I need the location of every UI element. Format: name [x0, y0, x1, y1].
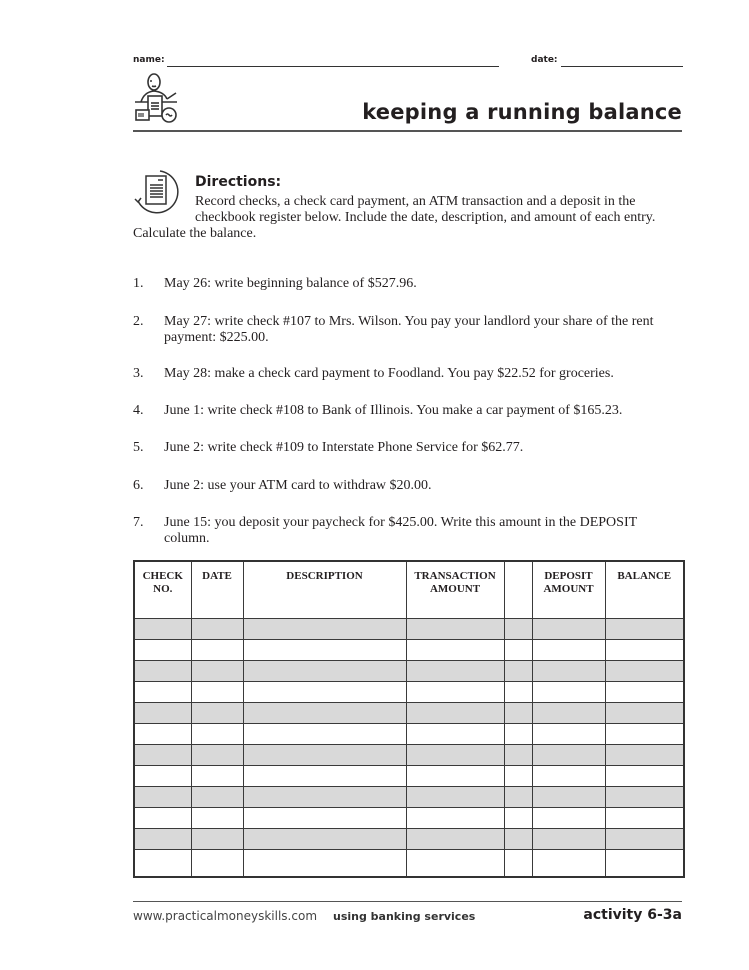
- cell-date[interactable]: [191, 829, 243, 850]
- cell-transaction-amount[interactable]: [406, 766, 504, 787]
- cell-date[interactable]: [191, 661, 243, 682]
- cell-description[interactable]: [243, 829, 406, 850]
- cell-balance[interactable]: [605, 640, 684, 661]
- column-header-deposit-amount: DEPOSIT AMOUNT: [532, 561, 605, 619]
- name-label: name:: [133, 55, 165, 65]
- cell-balance[interactable]: [605, 787, 684, 808]
- cell-deposit-amount[interactable]: [532, 661, 605, 682]
- cell-check-no[interactable]: [134, 640, 191, 661]
- cell-date[interactable]: [191, 766, 243, 787]
- date-field[interactable]: [561, 66, 683, 67]
- cell-balance[interactable]: [605, 724, 684, 745]
- table-row: [134, 724, 684, 745]
- cell-date[interactable]: [191, 787, 243, 808]
- cell-blank[interactable]: [504, 703, 532, 724]
- column-header-date: DATE: [191, 561, 243, 619]
- instruction-text: June 2: use your ATM card to withdraw $20.00.: [164, 478, 432, 493]
- register-body: [134, 619, 684, 878]
- cell-deposit-amount[interactable]: [532, 724, 605, 745]
- cell-deposit-amount[interactable]: [532, 745, 605, 766]
- cell-check-no[interactable]: [134, 661, 191, 682]
- directions-heading: Directions:: [195, 174, 282, 190]
- cell-transaction-amount[interactable]: [406, 619, 504, 640]
- cell-transaction-amount[interactable]: [406, 682, 504, 703]
- cell-deposit-amount[interactable]: [532, 640, 605, 661]
- cell-transaction-amount[interactable]: [406, 850, 504, 878]
- footer-divider: [133, 901, 682, 902]
- instruction-number: 1.: [133, 276, 144, 291]
- cell-blank[interactable]: [504, 850, 532, 878]
- cell-check-no[interactable]: [134, 850, 191, 878]
- person-at-desk-icon: [133, 72, 189, 124]
- cell-check-no[interactable]: [134, 808, 191, 829]
- cell-transaction-amount[interactable]: [406, 808, 504, 829]
- cell-blank[interactable]: [504, 682, 532, 703]
- cell-deposit-amount[interactable]: [532, 766, 605, 787]
- cell-date[interactable]: [191, 808, 243, 829]
- table-row: [134, 661, 684, 682]
- cell-check-no[interactable]: [134, 619, 191, 640]
- cell-check-no[interactable]: [134, 682, 191, 703]
- cell-date[interactable]: [191, 619, 243, 640]
- cell-description[interactable]: [243, 619, 406, 640]
- instruction-number: 5.: [133, 440, 144, 455]
- instruction-text: June 15: you deposit your paycheck for $425.00. Write this amount in the DEPOSIT column.: [164, 515, 637, 546]
- cell-blank[interactable]: [504, 640, 532, 661]
- cell-transaction-amount[interactable]: [406, 703, 504, 724]
- column-header-check-no: CHECK NO.: [134, 561, 191, 619]
- directions-line-1: Record checks, a check card payment, an ATM transaction and a deposit in the: [195, 194, 636, 209]
- cell-date[interactable]: [191, 724, 243, 745]
- cell-date[interactable]: [191, 640, 243, 661]
- table-row: [134, 850, 684, 878]
- column-header-transaction-amount: TRANSACTION AMOUNT: [406, 561, 504, 619]
- cell-deposit-amount[interactable]: [532, 619, 605, 640]
- checkbook-register: [133, 560, 685, 878]
- cell-blank[interactable]: [504, 829, 532, 850]
- cell-blank[interactable]: [504, 787, 532, 808]
- cell-description[interactable]: [243, 787, 406, 808]
- cell-blank[interactable]: [504, 808, 532, 829]
- cell-description[interactable]: [243, 682, 406, 703]
- cell-description[interactable]: [243, 850, 406, 878]
- instruction-number: 4.: [133, 403, 144, 418]
- cell-deposit-amount[interactable]: [532, 808, 605, 829]
- cell-transaction-amount[interactable]: [406, 745, 504, 766]
- footer-url[interactable]: www.practicalmoneyskills.com: [133, 909, 318, 923]
- cell-date[interactable]: [191, 850, 243, 878]
- cell-balance[interactable]: [605, 766, 684, 787]
- page-title: keeping a running balance: [362, 100, 682, 124]
- instruction-text: May 28: make a check card payment to Foodland. You pay $22.52 for groceries.: [164, 366, 614, 381]
- cell-check-no[interactable]: [134, 787, 191, 808]
- cell-balance[interactable]: [605, 745, 684, 766]
- cell-check-no[interactable]: [134, 703, 191, 724]
- table-row: [134, 787, 684, 808]
- instruction-text: June 2: write check #109 to Interstate Phone Service for $62.77.: [164, 440, 524, 455]
- cell-check-no[interactable]: [134, 724, 191, 745]
- cell-description[interactable]: [243, 724, 406, 745]
- cell-deposit-amount[interactable]: [532, 787, 605, 808]
- instruction-text: June 1: write check #108 to Bank of Illinois. You make a car payment of $165.23.: [164, 403, 623, 418]
- cell-date[interactable]: [191, 745, 243, 766]
- cell-transaction-amount[interactable]: [406, 829, 504, 850]
- table-row: [134, 808, 684, 829]
- instruction-number: 3.: [133, 366, 144, 381]
- instruction-number: 2.: [133, 314, 144, 329]
- instruction-text: May 27: write check #107 to Mrs. Wilson. You pay your landlord your share of the rent payment: $225.00.: [164, 314, 654, 345]
- cell-balance[interactable]: [605, 808, 684, 829]
- cell-description[interactable]: [243, 703, 406, 724]
- cell-blank[interactable]: [504, 745, 532, 766]
- name-field[interactable]: [167, 66, 499, 67]
- cell-check-no[interactable]: [134, 745, 191, 766]
- cell-transaction-amount[interactable]: [406, 787, 504, 808]
- cell-date[interactable]: [191, 682, 243, 703]
- column-header-balance: BALANCE: [605, 561, 684, 619]
- cell-balance[interactable]: [605, 850, 684, 878]
- cell-transaction-amount[interactable]: [406, 640, 504, 661]
- table-row: [134, 682, 684, 703]
- table-row: [134, 766, 684, 787]
- register-header-row: [134, 561, 684, 619]
- cell-blank[interactable]: [504, 766, 532, 787]
- cell-balance[interactable]: [605, 619, 684, 640]
- cell-deposit-amount[interactable]: [532, 703, 605, 724]
- cell-balance[interactable]: [605, 703, 684, 724]
- cell-blank[interactable]: [504, 619, 532, 640]
- cell-balance[interactable]: [605, 661, 684, 682]
- cell-description[interactable]: [243, 640, 406, 661]
- column-header-description: DESCRIPTION: [243, 561, 406, 619]
- footer-activity-label: activity 6-3a: [583, 907, 682, 923]
- directions-line-3: Calculate the balance.: [133, 226, 257, 241]
- cell-description[interactable]: [243, 808, 406, 829]
- cell-balance[interactable]: [605, 829, 684, 850]
- column-header-blank: [504, 561, 532, 619]
- cell-transaction-amount[interactable]: [406, 661, 504, 682]
- cell-description[interactable]: [243, 745, 406, 766]
- cell-blank[interactable]: [504, 724, 532, 745]
- cell-blank[interactable]: [504, 661, 532, 682]
- table-row: [134, 703, 684, 724]
- cell-balance[interactable]: [605, 682, 684, 703]
- cell-date[interactable]: [191, 703, 243, 724]
- table-row: [134, 640, 684, 661]
- cell-deposit-amount[interactable]: [532, 850, 605, 878]
- footer-section: using banking services: [333, 910, 476, 923]
- instruction-number: 6.: [133, 478, 144, 493]
- title-divider: [133, 130, 682, 132]
- table-row: [134, 745, 684, 766]
- cell-description[interactable]: [243, 661, 406, 682]
- date-label: date:: [531, 55, 558, 65]
- table-row: [134, 829, 684, 850]
- table-row: [134, 619, 684, 640]
- cell-check-no[interactable]: [134, 766, 191, 787]
- directions-line-2: checkbook register below. Include the date, description, and amount of each entry.: [195, 210, 656, 225]
- cell-transaction-amount[interactable]: [406, 724, 504, 745]
- cell-description[interactable]: [243, 766, 406, 787]
- name-date-row: [133, 55, 683, 69]
- cell-check-no[interactable]: [134, 829, 191, 850]
- instruction-number: 7.: [133, 515, 144, 530]
- instruction-text: May 26: write beginning balance of $527.96.: [164, 276, 417, 291]
- cell-deposit-amount[interactable]: [532, 829, 605, 850]
- cell-deposit-amount[interactable]: [532, 682, 605, 703]
- directions-text: [133, 194, 673, 242]
